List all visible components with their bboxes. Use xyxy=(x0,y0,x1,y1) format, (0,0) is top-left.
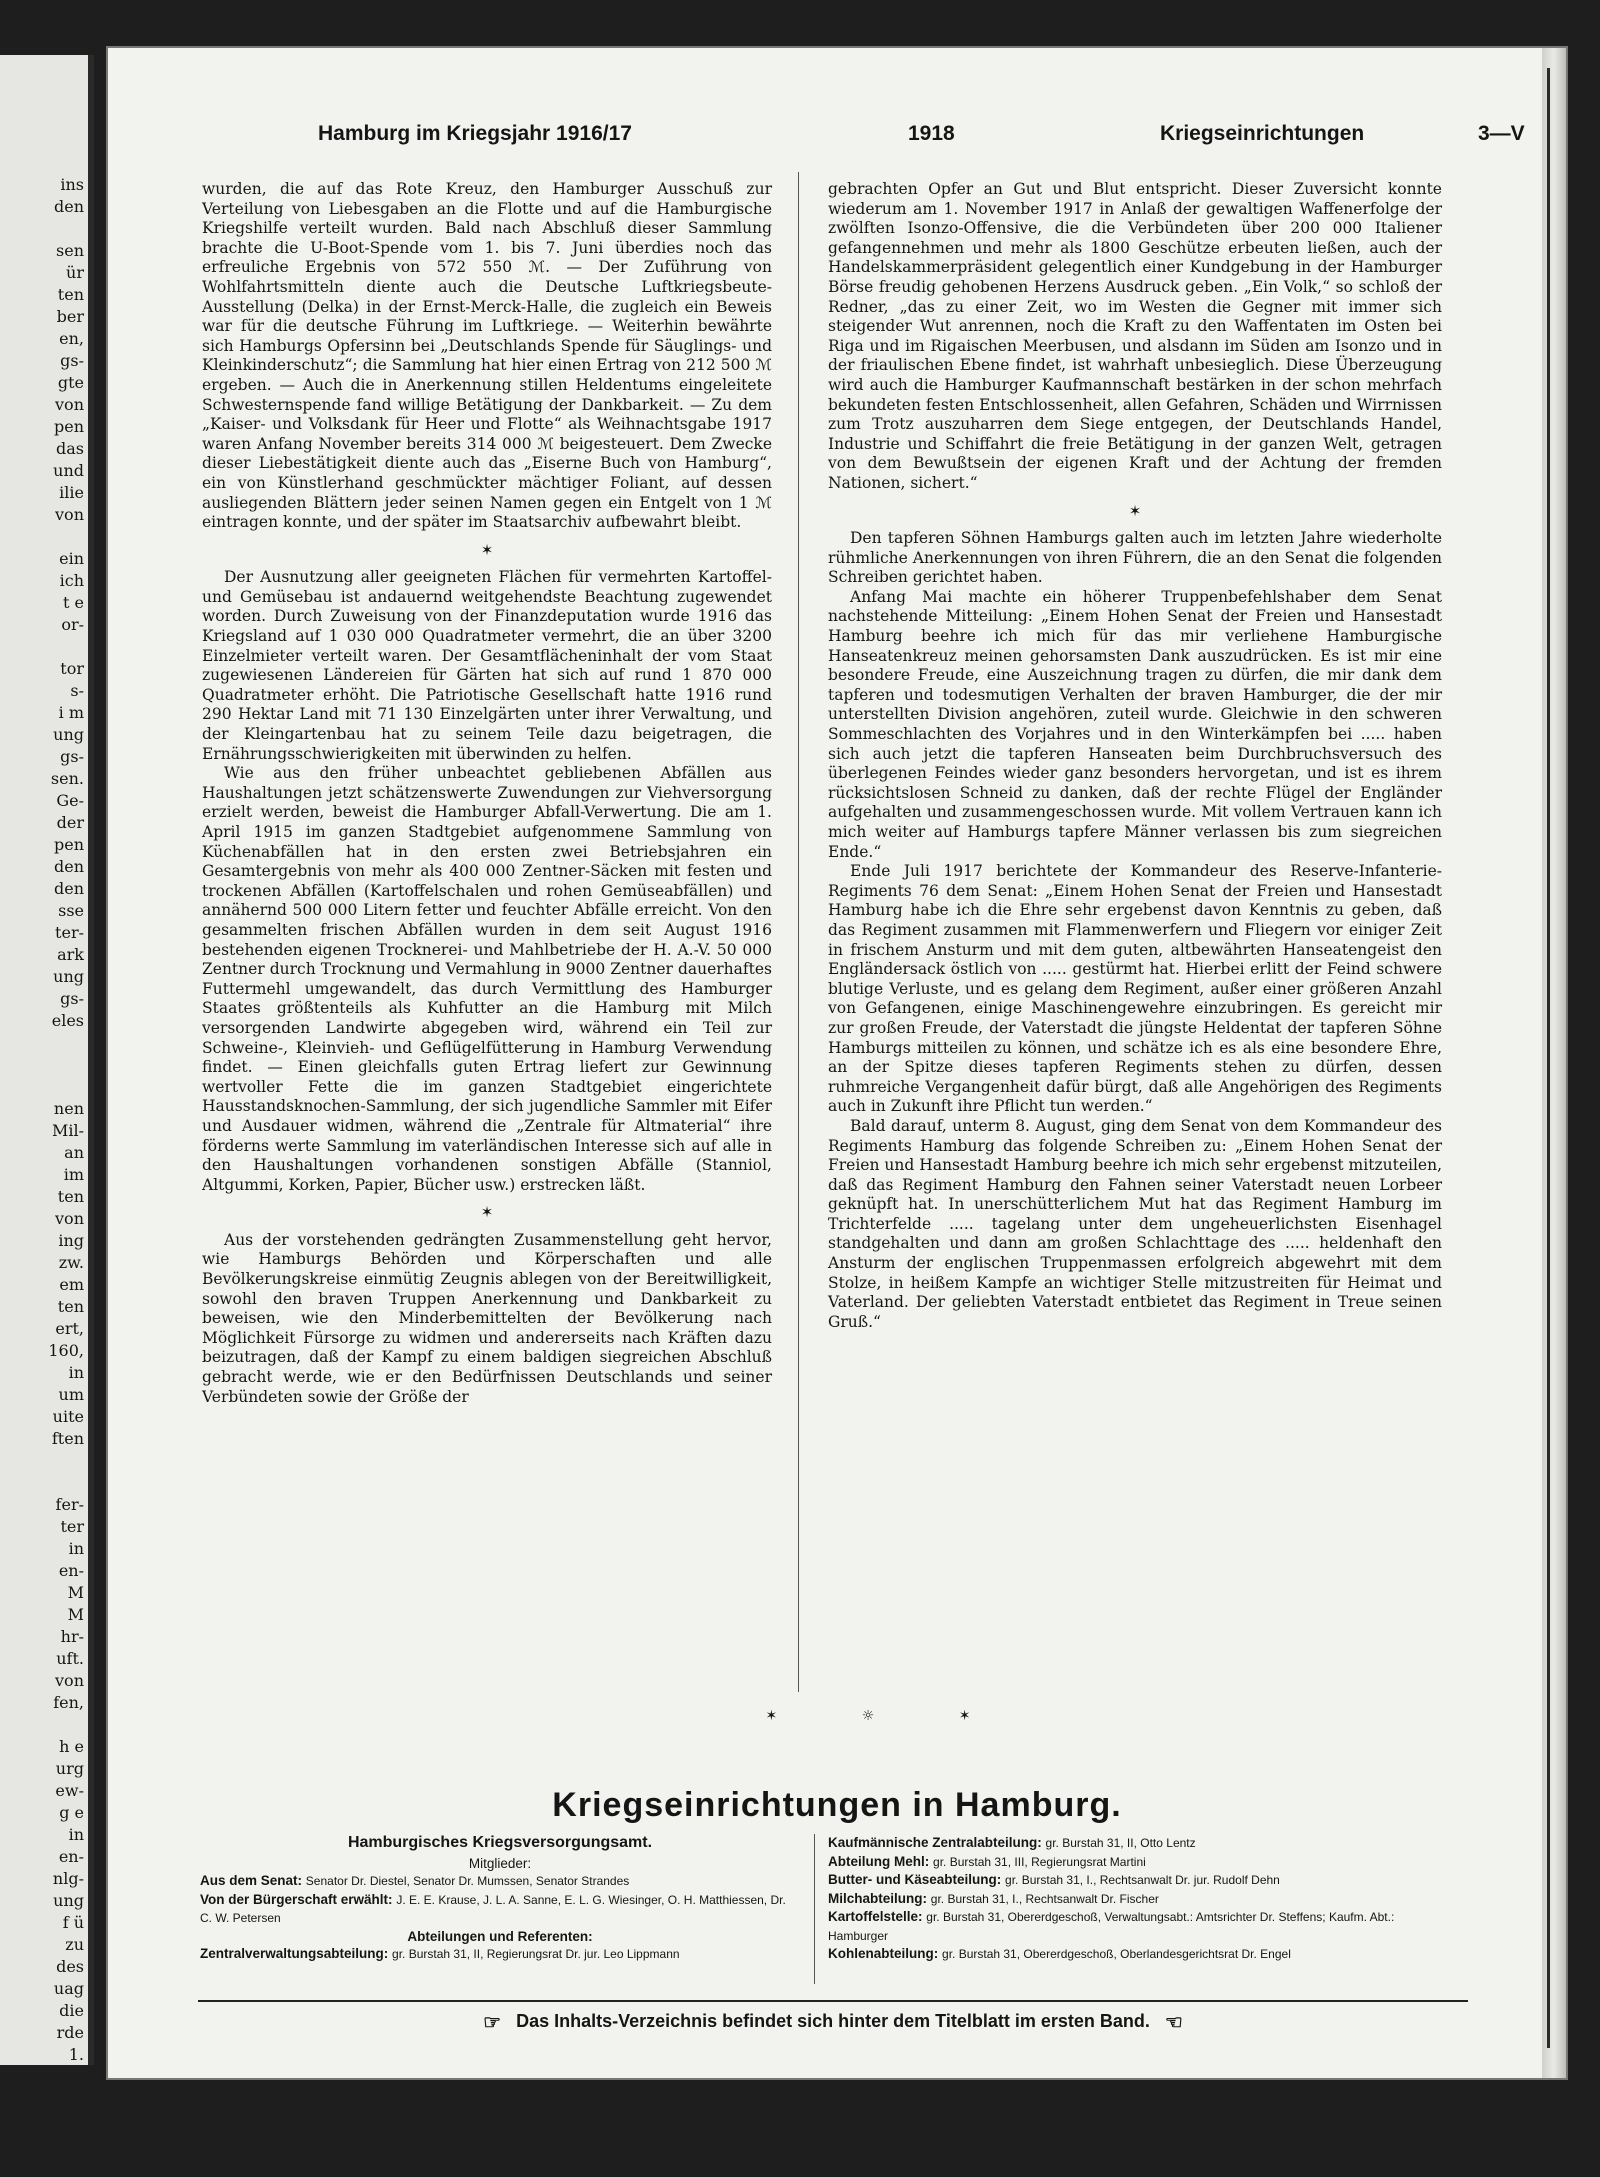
facing-page-line: h e xyxy=(59,1737,84,1756)
facing-page-line: en- xyxy=(58,1561,84,1580)
paragraph: wurden, die auf das Rote Kreuz, den Hamburger Ausschuß zur Verteilung von Liebesgaben an die Flotte und auf die Hamburgische Kriegshilfe verteilt wurden. Bald nach Abschluß dieser Sammlung brachte die U-Boot-Spende vom 1. bis 7. Juni überdies noch das erfreuliche Ergebnis von 572 550 ℳ. — Der Zuführung von Wohlfahrtsmitteln diente auch die Deutsche Luftkriegsbeute-Ausstellung (Delka) in der Ernst-Merck-Halle, die zugleich ein Beweis war für die deutsche Führung im Luftkriege. — Weiterhin bewährte sich Hamburgs Opfersinn bei „Deutschlands Spende für Säuglings- und Kleinkinderschutz“; die Sammlung hat hier einen Ertrag von 212 500 ℳ ergeben. — Auch die in Anerkennung stillen Heldentums eingeleitete Schwesternspende fand willige Betätigung der Dankbarkeit. — Zu dem „Kaiser- und Volksdank für Heer und Flotte“ als Weihnachtsgabe 1917 waren Anfang November bereits 314 000 ℳ beigesteuert. Dem Zwecke dieser Liebestätigkeit diente auch das „Eiserne Buch von Hamburg“, ein von Künstlerhand geschmückter mächtiger Foliant, auf dessen ausliegenden Blättern jeder seinen Namen gegen ein Entgelt von 1 ℳ eintragen konnte, und der später im Staatsarchiv aufbewahrt bleibt. xyxy=(202,180,772,532)
facing-page-line: im xyxy=(63,1165,84,1184)
running-head-title: Kriegseinrichtungen xyxy=(1160,122,1365,145)
facing-page-line: ten xyxy=(57,285,84,304)
facing-page-line: uite xyxy=(52,1407,84,1426)
facing-page-line: g e xyxy=(59,1803,84,1822)
directory-entry xyxy=(828,1871,1448,1890)
facing-page-line: ten xyxy=(57,1187,84,1206)
facing-page-line: fen, xyxy=(53,1693,84,1712)
directory-entry xyxy=(200,1891,800,1928)
facing-page-line: gs- xyxy=(60,747,84,766)
facing-page-line: ften xyxy=(51,1429,84,1448)
facing-page-line: den xyxy=(53,197,84,216)
directory-entry xyxy=(828,1945,1448,1964)
directory-divider xyxy=(814,1834,815,1984)
facing-page-line: ter- xyxy=(55,923,84,942)
column-divider xyxy=(798,172,799,1692)
members-heading: Mitglieder: xyxy=(468,1855,532,1871)
facing-page-line: ung xyxy=(53,725,84,744)
facing-page-line: rde xyxy=(56,2023,84,2042)
facing-page-line: von xyxy=(55,1671,84,1690)
entry-label: Milchabteilung: xyxy=(828,1890,927,1906)
paragraph: Der Ausnutzung aller geeigneten Flächen für vermehrten Kartoffel- und Gemüsebau ist andauernd weitgehendste Beachtung zugewendet worden. Durch Zuweisung von der Finanzdeputation wurde 1916 das Kriegsland auf 1 030 000 Quadratmeter vermehrt, die an über 3200 Einzelmieter verteilt waren. Der Gesamtflächeninhalt der vom Staat zugewiesenen Ländereien für Gärten hat sich auf rund 1 870 000 Quadratmeter erhöht. Die Patriotische Gesellschaft hatte 1916 rund 290 Hektar Land mit 71 130 Einzelgärten unter ihrer Verwaltung, und der Kleingartenbau hat zu seinem Teile dazu beigetragen, die Ernährungsschwierigkeiten mit überwinden zu helfen. xyxy=(202,568,772,763)
facing-page-line: ins xyxy=(60,175,84,194)
paragraph: Wie aus den früher unbeachtet gebliebenen Abfällen aus Haushaltungen jetzt schätzenswerte Zuwendungen zur Viehversorgung erzielt werden, beweist die Hamburger Abfall-Verwertung. Die am 1. April 1915 im ganzen Stadtgebiet aufgenommene Sammlung von Küchenabfällen hat in den ersten zwei Betriebsjahren ein Gesamtergebnis von mehr als 400 000 Zentner-Säcken mit festen und trockenen Abfällen (Kartoffelschalen und rohen Gemüseabfällen) und annähernd 500 000 Litern fetter und feuchter Abfälle erreicht. Von den gesammelten frischen Abfällen wurden in dem seit August 1916 bestehenden eigenen Trocknerei- und Mahlbetriebe der H. A.-V. 50 000 Zentner durch Trocknung und Vermahlung in 9000 Zentner dauerhaftes Futtermehl umgewandelt, das durch Vermittlung des Hamburger Staates größtenteils als Kuhfutter an die Hamburg mit Milch versorgenden Landwirte abgegeben wird, während ein Teil zur Schweine-, Kleinvieh- und Geflügelfütterung in Hamburg Verwendung findet. — Einen gleichfalls guten Ertrag liefert zur Gewinnung wertvoller Fette die im ganzen Stadtgebiet eingerichtete Hausstandsknochen-Sammlung, der sich jugendliche Sammler mit Eifer und Ausdauer widmen, während die „Zentrale für Altmaterial“ ihre förderns werte Sammlung im vaterländischen Interesse sich auf alle in den Haushaltungen vorhandenen sonstigen Abfälle (Stanniol, Altgummi, Korken, Papier, Bücher usw.) erstrecken läßt. xyxy=(202,764,772,1194)
facing-page-line: um xyxy=(58,1385,84,1404)
entry-label: Von der Bürgerschaft erwählt: xyxy=(200,1891,393,1907)
facing-page-line: Ge- xyxy=(56,791,84,810)
directory-left xyxy=(200,1834,800,1964)
entry-label: Aus dem Senat: xyxy=(200,1873,303,1888)
facing-page-line: or- xyxy=(61,615,84,634)
entry-value: gr. Burstah 31, III, Regierungsrat Martini xyxy=(933,1854,1146,1869)
facing-page-line: ew- xyxy=(55,1781,84,1800)
facing-page-line: 160, xyxy=(48,1341,84,1360)
directory-entry xyxy=(828,1834,1448,1853)
facing-page-line: s- xyxy=(70,681,84,700)
facing-page-line: hr- xyxy=(60,1627,84,1646)
directory-entry xyxy=(828,1853,1448,1872)
paragraph: gebrachten Opfer an Gut und Blut entspricht. Dieser Zuversicht konnte wiederum am 1. November 1917 in Anlaß der gewaltigen Waffenerfolge der zwölften Isonzo-Offensive, die die Verbündeten über 200 000 Italiener gefangennehmen und mehr als 1800 Geschütze erbeuten ließen, auch der Handelskammerpräsident gelegentlich einer Kundgebung in der Hamburger Börse freudig gehobenen Herzens Ausdruck geben. „Ein Volk,“ so schloß der Redner, „das zu einer Zeit, wo im Westen die Gegner mit immer sich steigender Wut anrennen, noch die Kraft zu den Waffentaten im Osten bei Riga und im Rigaischen Meerbusen, und alsdann im Süden am Isonzo und in der friaulischen Ebene findet, ist wahrhaft unbesieglich. Diese Überzeugung wird auch die Hamburger Kaufmannschaft bestärken in der schon mehrfach bekundeten festen Entschlossenheit, allen Gefahren, Schäden und Wirrnissen zum Trotz auszuharren dem Siege entgegen, der Deutschlands Handel, Industrie und Schiffahrt die freie Betätigung in der ganzen Welt, getragen von dem Bewußtsein der eigenen Kraft und der Achtung der fremden Nationen, sichert.“ xyxy=(828,180,1442,492)
facing-page-line: sen xyxy=(56,241,84,260)
facing-page-line: i m xyxy=(58,703,84,722)
directory-entry xyxy=(200,1872,800,1891)
entry-value: gr. Burstah 31, II, Otto Lentz xyxy=(1045,1836,1196,1850)
paragraph: Anfang Mai machte ein höherer Truppenbefehlshaber dem Senat nachstehende Mitteilung: „Einem Hohen Senat der Freien und Hansestadt Hamburg beehre ich mich für das mir verliehene Hamburgische Hanseatenkreuz meinen gehorsamsten Dank auszudrücken. Es ist mir eine besondere Freude, eine Auszeichnung tragen zu dürfen, die mir dank dem tapferen und todesmutigen Verhalten der braven Hamburger, die der mir unterstellten Division angehören, zuteil wurde. Gleichwie in den schweren Sommeschlachten des Vorjahres und in den Winterkämpfen bei ..... haben sich auch jetzt die tapferen Hanseaten beim Durchbruchsversuch des überlegenen Feindes wieder ganz besonders hervorgetan, und ist es ihrem rücksichtslosen Schneid zu danken, daß der rechte Flügel der Engländer aufgehalten und zusammengeschossen wurde. Mit vollem Vertrauen kann ich mich weiter auf Hamburgs tapfere Männer verlassen bis zum siegreichen Ende.“ xyxy=(828,587,1442,861)
right-column xyxy=(828,180,1442,1332)
entry-label: Kartoffelstelle: xyxy=(828,1909,923,1924)
facing-page-line: eles xyxy=(51,1011,84,1030)
facing-page-line: ten xyxy=(57,1297,84,1316)
facing-page-line: in xyxy=(68,1825,84,1844)
footer-note xyxy=(198,2010,1468,2035)
footer-text: Das Inhalts-Verzeichnis befindet sich hinter dem Titelblatt im ersten Band. xyxy=(516,2011,1150,2031)
entry-label: Butter- und Käseabteilung: xyxy=(828,1872,1002,1887)
facing-page-line: em xyxy=(59,1275,84,1294)
paragraph: Aus der vorstehenden gedrängten Zusammenstellung geht hervor, wie Hamburgs Behörden und Körperschaften und alle Bevölkerungskreise einmütig Zeugnis ablegen von der Bereitwilligkeit, sowohl den braven Truppen Anerkennung und Dankbarkeit zu beweisen, wie den Minderbemittelten der Bevölkerung nach Möglichkeit Fürsorge zu widmen und andererseits nach Kräften dazu beizutragen, daß der Kampf zu einem baldigen siegreichen Abschluß gebracht werde, wie er den Bedürfnissen Deutschlands und seiner Verbündeten sowie der Größe der xyxy=(202,1230,772,1406)
pointing-hand-right-icon: ☞ xyxy=(483,2012,502,2034)
facing-page-line: von xyxy=(55,395,84,414)
facing-page-line: tor xyxy=(60,659,84,678)
directory-entry xyxy=(200,1945,800,1964)
facing-page-line: ert, xyxy=(55,1319,84,1338)
footer-rule xyxy=(198,2000,1468,2002)
ornament-star: ✶ xyxy=(1128,501,1142,520)
facing-page-line: gte xyxy=(57,373,84,392)
book-page xyxy=(108,48,1566,2078)
entry-value: gr. Burstah 31, Obererdgeschoß, Oberlandesgerichtsrat Dr. Engel xyxy=(942,1947,1291,1961)
facing-page-line: M xyxy=(67,1605,84,1624)
facing-page-line: pen xyxy=(53,835,84,854)
departments-heading: Abteilungen und Referenten: xyxy=(407,1928,593,1944)
directory-right xyxy=(828,1834,1448,1964)
facing-page-line: zw. xyxy=(58,1253,84,1272)
facing-page-line: das xyxy=(56,439,84,458)
facing-page-line: sen. xyxy=(50,769,84,788)
facing-page-line: von xyxy=(55,505,84,524)
facing-page-line: der xyxy=(56,813,84,832)
page-edge-line xyxy=(1547,68,1550,2048)
paragraph: Bald darauf, unterm 8. August, ging dem Senat von dem Kommandeur des Regiments Hamburg das folgende Schreiben zu: „Einem Hohen Senat der Freien und Hansestadt Hamburg beehre ich mich sehr ergebenst mitzuteilen, daß das Regiment Hamburg den Fahnen seiner Vaterstadt neuen Lorbeer geknüpft hat. In unerschütterlichem Mut hat das Regiment Hamburg im Trichterfelde ..... tagelang unter dem ungeheuerlichsten Eisenhagel standgehalten und dann am großen Schlachttage des ..... heldenhaft den Ansturm der englischen Truppenmassen erfolgreich abgewehrt mit dem Stolze, in heißem Kampfe an wichtiger Stelle mitzustreiten für Heimat und Vaterland. Der geliebten Vaterstadt entbietet das Regiment in Treue seinen Gruß.“ xyxy=(828,1116,1442,1331)
facing-page-line: den xyxy=(53,879,84,898)
facing-page-line: an xyxy=(64,1143,84,1162)
facing-page-line: zu xyxy=(65,1935,84,1954)
facing-page-line: ilie xyxy=(59,483,84,502)
running-head xyxy=(318,122,1548,152)
facing-page-line: ing xyxy=(58,1231,84,1250)
facing-page-line: ung xyxy=(53,1891,84,1910)
facing-page-line: des xyxy=(56,1957,84,1976)
facing-page-line: von xyxy=(55,1209,84,1228)
facing-page-line: den xyxy=(53,857,84,876)
facing-page-line: nen xyxy=(53,1099,84,1118)
running-head-left: Hamburg im Kriegsjahr 1916/17 xyxy=(318,122,632,145)
facing-page-line: sse xyxy=(58,901,84,920)
entry-value: gr. Burstah 31, I., Rechtsanwalt Dr. jur. Rudolf Dehn xyxy=(1005,1873,1280,1887)
facing-page-line: ich xyxy=(59,571,84,590)
page-number: 3—V xyxy=(1478,122,1525,145)
ornament-star: ✶ xyxy=(480,1203,494,1222)
directory-entry xyxy=(828,1890,1448,1909)
facing-page-line: Mil- xyxy=(51,1121,84,1140)
entry-value: gr. Burstah 31, II, Regierungsrat Dr. jur. Leo Lippmann xyxy=(392,1947,680,1961)
facing-page-line: uag xyxy=(53,1979,84,1998)
facing-page-line: urg xyxy=(55,1759,84,1778)
facing-page-line: M xyxy=(67,1583,84,1602)
facing-page-line: t e xyxy=(63,593,84,612)
facing-page-line: gs- xyxy=(60,989,84,1008)
facing-page-line: ter xyxy=(60,1517,84,1536)
facing-page-fragment xyxy=(0,55,94,2065)
entry-value: J. E. E. Krause, J. L. A. Sanne, E. L. G. Wiesinger, O. H. Matthiessen, Dr. C. W. Petersen xyxy=(200,1892,786,1925)
facing-page-line: in xyxy=(68,1539,84,1558)
page-edge xyxy=(1542,48,1566,2078)
left-column xyxy=(202,180,772,1407)
running-head-year: 1918 xyxy=(908,122,955,145)
entry-label: Abteilung Mehl: xyxy=(828,1853,930,1869)
office-heading: Hamburgisches Kriegsversorgungsamt. xyxy=(347,1834,653,1851)
entry-label: Kohlenabteilung: xyxy=(828,1946,939,1961)
facing-page-line: ark xyxy=(57,945,84,964)
facing-page-line: nlg- xyxy=(52,1869,84,1888)
directory-entry xyxy=(828,1908,1448,1945)
facing-page-line: uft. xyxy=(56,1649,84,1668)
facing-page-line: ber xyxy=(56,307,84,326)
entry-value: gr. Burstah 31, Obererdgeschoß, Verwaltungsabt.: Amtsrichter Dr. Steffens; Kaufm. Abt.: Hamburger xyxy=(828,1910,1395,1943)
facing-page-line: pen xyxy=(53,417,84,436)
facing-page-line: ein xyxy=(59,549,84,568)
facing-page-line: fer- xyxy=(55,1495,84,1514)
ornament-star: ✶ xyxy=(480,540,494,559)
section-separator: ✶ ☼ ✶ xyxy=(765,1708,1011,1724)
directory-title: Kriegseinrichtungen in Hamburg. xyxy=(552,1786,1122,1824)
facing-page-line: 1. xyxy=(68,2045,84,2064)
paragraph: Ende Juli 1917 berichtete der Kommandeur des Reserve-Infanterie-Regiments 76 dem Senat: „Einem Hohen Senat der Freien und Hansestadt Hamburg habe ich die Ehre sehr ergebenst davon Kenntnis zu geben, daß das Regiment zusammen mit Flammenwerfern und Fliegern vor einiger Zeit in frischem Ansturm und mit dem guten, altbewährten Hanseatengeist den Engländersack östlich von ..... gestürmt hat. Hierbei erlitt der Feind schwere blutige Verluste, und es gelang dem Regiment, außer einer größeren Anzahl von Gefangenen, einige Maschinengewehre einzubringen. Es gereicht mir zur großen Freude, der Vaterstadt die jüngste Heldentat der tapferen Söhne Hamburgs mitteilen zu können, und schätze ich es als eine besondere Ehre, an der Spitze dieses tapferen Regiments stehen zu dürfen, dessen ruhmreiche Vergangenheit dafür bürgt, daß alle Angehörigen des Regiments auch in Zukunft ihre Pflicht tun werden.“ xyxy=(828,862,1442,1116)
facing-page-line: und xyxy=(53,461,84,480)
facing-page-line: en- xyxy=(58,1847,84,1866)
entry-value: gr. Burstah 31, I., Rechtsanwalt Dr. Fischer xyxy=(930,1891,1159,1906)
facing-page-line: ür xyxy=(66,263,84,282)
facing-page-line: ung xyxy=(53,967,84,986)
entry-label: Zentralverwaltungsabteilung: xyxy=(200,1946,389,1961)
facing-page-line: in xyxy=(68,1363,84,1382)
entry-value: Senator Dr. Diestel, Senator Dr. Mumssen, Senator Strandes xyxy=(305,1874,630,1888)
entry-label: Kaufmännische Zentralabteilung: xyxy=(828,1835,1042,1850)
paragraph: Den tapferen Söhnen Hamburgs galten auch im letzten Jahre wiederholte rühmliche Anerkennungen von ihren Führern, die an den Senat die folgenden Schreiben gerichtet haben. xyxy=(828,529,1442,587)
facing-page-line: die xyxy=(59,2001,84,2020)
facing-page-line: f ü xyxy=(62,1913,84,1932)
pointing-hand-left-icon: ☜ xyxy=(1164,2012,1183,2034)
facing-page-line: gs- xyxy=(60,351,84,370)
facing-page-line: en, xyxy=(59,329,84,348)
